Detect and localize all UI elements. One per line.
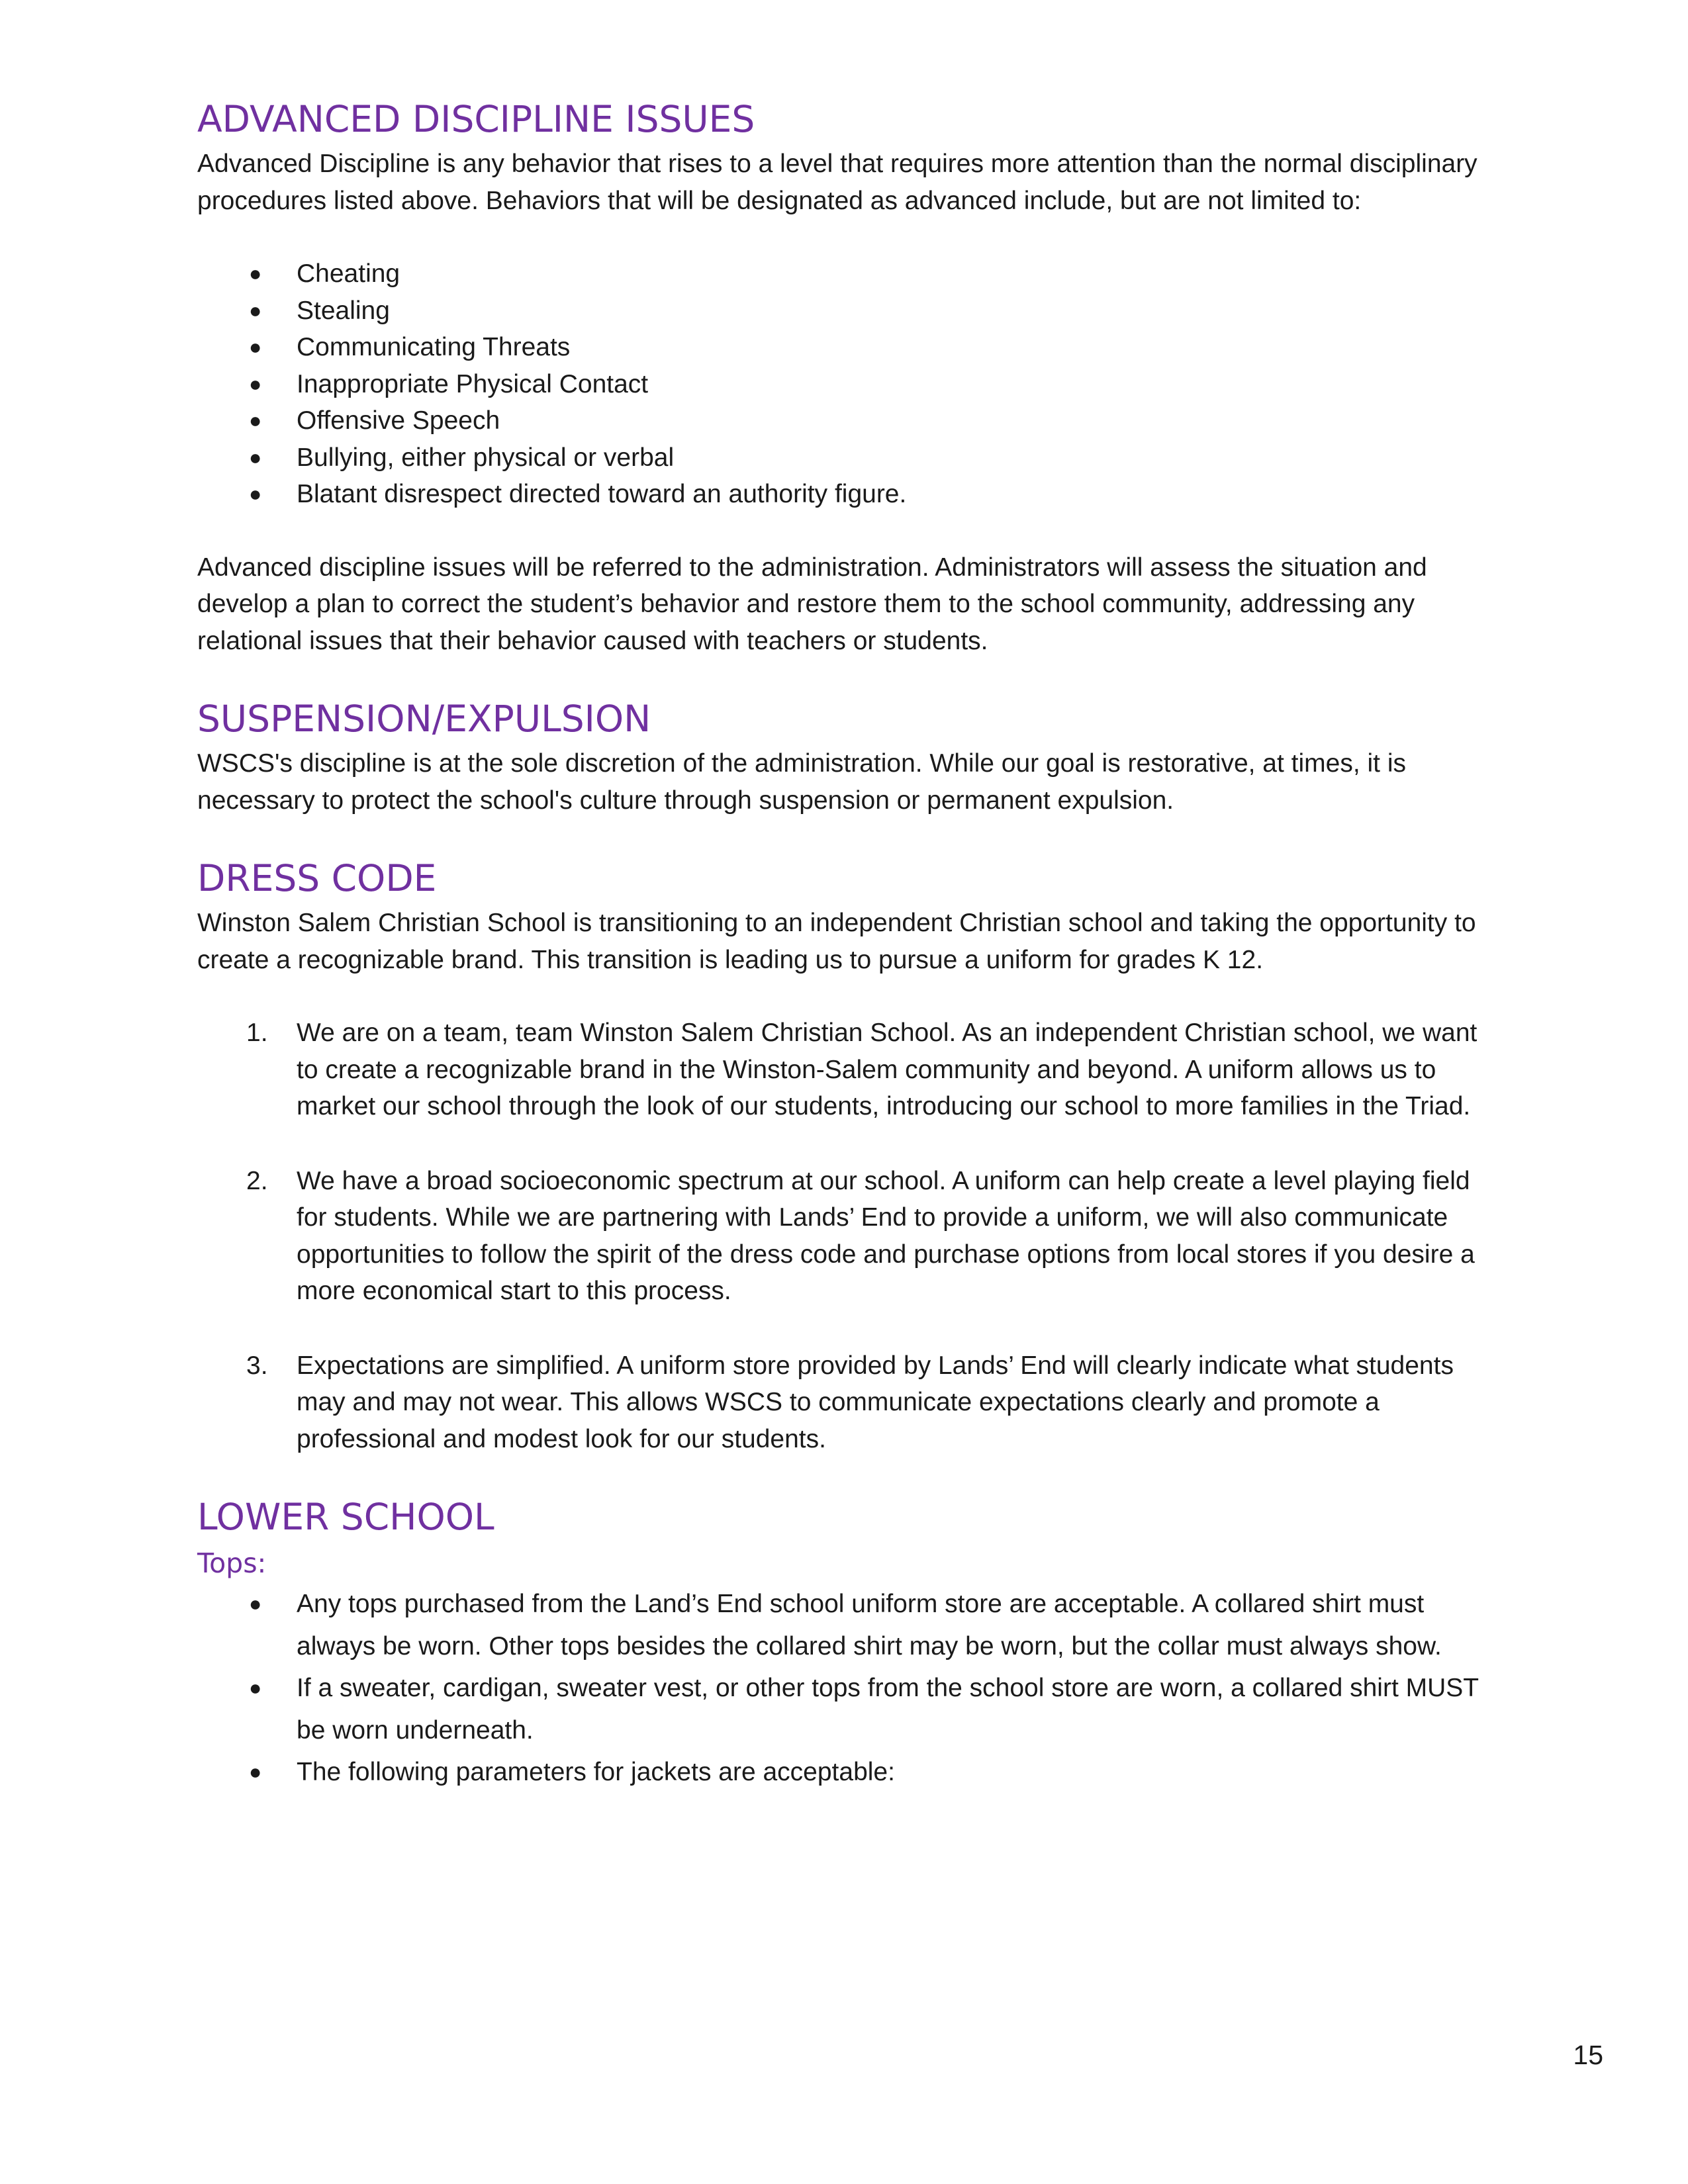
bullet-icon: ●	[249, 261, 262, 285]
list-item: ● Cheating	[197, 255, 1495, 293]
list-item: 2. We have a broad socioeconomic spectrum at our school. A uniform can help create a level playing field for students. While we are partnering with Lands’ End to provide a uniform, we will also communicate opportunities to follow the spirit of the dress code and purchase options from local stores if you desire a more economical start to this process.	[246, 1166, 1475, 1305]
dress-code-intro: Winston Salem Christian School is transitioning to an independent Christian school and taking the opportunity to create a recognizable brand. This transition is leading us to pursue a uniform for grades K 12.	[197, 909, 1476, 974]
bullet-icon: ●	[249, 335, 262, 359]
list-item: ● Offensive Speech	[197, 402, 1495, 439]
bullet-icon: ●	[249, 1592, 262, 1615]
bullet-icon: ●	[249, 1676, 262, 1700]
advanced-discipline-closing: Advanced discipline issues will be referred to the administration. Administrators will assess the situation and develop a plan to correct the student’s behavior and restore them to the school community, addressing any relational issues that their behavior caused with teachers or students.	[197, 553, 1427, 655]
document-page	[197, 93, 1495, 1794]
bullet-icon: ●	[249, 1760, 262, 1784]
page-number: 15	[1573, 2040, 1603, 2070]
list-item: ● Blatant disrespect directed toward an authority figure.	[197, 476, 1495, 513]
list-item: ● Bullying, either physical or verbal	[197, 439, 1495, 477]
list-item: ● Any tops purchased from the Land’s End school uniform store are acceptable. A collared shirt must always be worn. Other tops besides the collared shirt may be worn, but the collar must always show.	[197, 1583, 1495, 1667]
dress-code-heading: DRESS CODE	[197, 857, 437, 899]
suspension-heading: SUSPENSION/EXPULSION	[197, 698, 651, 740]
tops-rules-list	[197, 1583, 1495, 1794]
bullet-icon: ●	[249, 298, 262, 322]
list-item: 1. We are on a team, team Winston Salem Christian School. As an independent Christian school, we want to create a recognizable brand in the Winston-Salem community and beyond. A uniform allows us to market our school through the look of our students, introducing our school to more families in the Triad.	[246, 1019, 1477, 1120]
bullet-icon: ●	[249, 371, 262, 396]
list-item: 3. Expectations are simplified. A uniform store provided by Lands’ End will clearly indicate what students may and may not wear. This allows WSCS to communicate expectations clearly and promote a professional and modest look for our students.	[246, 1351, 1454, 1453]
suspension-text: WSCS's discipline is at the sole discretion of the administration. While our goal is restorative, at times, it is necessary to protect the school's culture through suspension or permanent expulsion.	[197, 749, 1407, 815]
advanced-discipline-intro: Advanced Discipline is any behavior that rises to a level that requires more attention than the normal disciplinary procedures listed above. Behaviors that will be designated as advanced include, but are not limited to:	[197, 150, 1477, 215]
bullet-icon: ●	[249, 482, 262, 506]
list-item: ● Communicating Threats	[197, 329, 1495, 366]
bullet-icon: ●	[249, 445, 262, 469]
list-item: ● Inappropriate Physical Contact	[197, 366, 1495, 403]
list-item: ● Stealing	[197, 293, 1495, 330]
list-item: ● If a sweater, cardigan, sweater vest, or other tops from the school store are worn, a collared shirt MUST be worn underneath.	[197, 1667, 1495, 1751]
advanced-discipline-heading: ADVANCED DISCIPLINE ISSUES	[197, 98, 755, 140]
advanced-behaviors-list	[197, 255, 1495, 513]
bullet-icon: ●	[249, 408, 262, 432]
list-item: ● The following parameters for jackets are acceptable:	[197, 1751, 1495, 1794]
lower-school-heading: LOWER SCHOOL	[197, 1496, 494, 1538]
tops-subheading: Tops:	[197, 1547, 267, 1579]
dress-code-reasons-list	[197, 1015, 1495, 1457]
